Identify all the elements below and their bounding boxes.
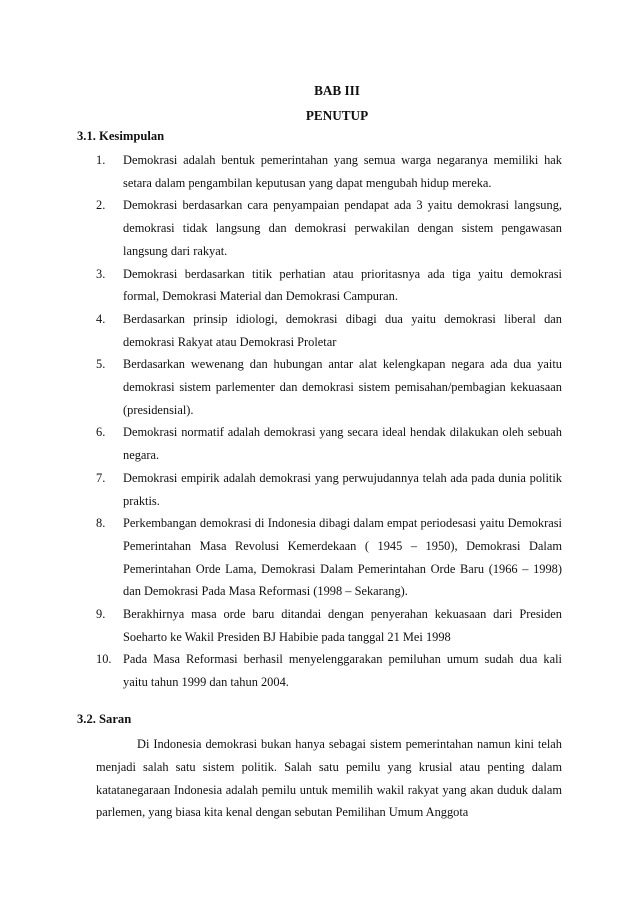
list-item — [96, 512, 562, 603]
list-text: Berakhirnya masa orde baru ditandai dengan penyerahan kekuasaan dari Presiden Soeharto ke Wakil Presiden BJ Habibie pada tanggal 21 Mei 1998 — [123, 607, 562, 644]
conclusion-list — [96, 149, 562, 694]
list-item — [96, 308, 562, 353]
list-text: Demokrasi berdasarkan cara penyampaian pendapat ada 3 yaitu demokrasi langsung, demokrasi tidak langsung dan demokrasi perwakilan dengan sistem pengawasan langsung dari rakyat. — [123, 198, 562, 258]
section-heading-kesimpulan: 3.1. Kesimpulan — [77, 129, 165, 143]
list-number: 9. — [96, 607, 106, 622]
list-item — [96, 603, 562, 648]
list-text: Demokrasi normatif adalah demokrasi yang secara ideal hendak dilakukan oleh sebuah negara. — [123, 425, 562, 463]
list-number: 6. — [96, 425, 106, 440]
list-number: 1. — [96, 153, 106, 167]
list-item — [96, 467, 562, 512]
list-text: Berdasarkan prinsip idiologi, demokrasi dibagi dua yaitu demokrasi liberal dan demokrasi Rakyat atau Demokrasi Proletar — [123, 311, 562, 349]
list-item — [96, 194, 562, 262]
list-item — [96, 648, 562, 693]
list-number: 10. — [96, 652, 112, 667]
list-number: 4. — [96, 311, 106, 326]
list-item — [96, 353, 562, 421]
list-text: Berdasarkan wewenang dan hubungan antar alat kelengkapan negara ada dua yaitu demokrasi sistem parlementer dan demokrasi sistem pemisahan/pembagian kekuasaan (presidensial). — [123, 357, 562, 417]
list-text: Demokrasi berdasarkan titik perhatian atau prioritasnya ada tiga yaitu demokrasi formal, Demokrasi Material dan Demokrasi Campuran. — [123, 266, 562, 304]
list-number: 2. — [96, 198, 106, 213]
list-item — [96, 263, 562, 308]
list-text: Demokrasi adalah bentuk pemerintahan yang semua warga negaranya memiliki hak setara dalam pengambilan keputusan yang dapat mengubah hidup mereka. — [123, 153, 562, 190]
list-text: Demokrasi empirik adalah demokrasi yang perwujudannya telah ada pada dunia politik praktis. — [123, 470, 562, 508]
chapter-label: BAB III — [314, 83, 360, 98]
list-text: Pada Masa Reformasi berhasil menyelenggarakan pemiluhan umum sudah dua kali yaitu tahun 1999 dan tahun 2004. — [123, 652, 562, 690]
saran-paragraph: Di Indonesia demokrasi bukan hanya sebagai sistem pemerintahan namun kini telah menjadi salah satu sistem politik. Salah satu pemilu yang krusial atau penting dalam katatanegaraan Indonesia adalah pemilu untuk memilih wakil rakyat yang akan duduk dalam parlemen, yang biasa kita kenal dengan sebutan Pemilihan Umum Anggota — [96, 737, 562, 820]
chapter-title: PENUTUP — [305, 108, 369, 123]
list-item — [96, 421, 562, 466]
list-item — [96, 149, 562, 194]
section-heading-saran: 3.2. Saran — [77, 712, 132, 726]
list-number: 7. — [96, 470, 106, 485]
list-number: 5. — [96, 357, 106, 372]
list-number: 3. — [96, 266, 106, 281]
list-text: Perkembangan demokrasi di Indonesia dibagi dalam empat periodesasi yaitu Demokrasi Pemerintahan Masa Revolusi Kemerdekaan ( 1945 – 1950), Demokrasi Dalam Pemerintahan Orde Lama, Demokrasi Dalam Pemerintahan Orde Baru (1966 – 1998) dan Demokrasi Pada Masa Reformasi (1998 – Sekarang). — [123, 516, 562, 599]
list-number: 8. — [96, 516, 106, 531]
